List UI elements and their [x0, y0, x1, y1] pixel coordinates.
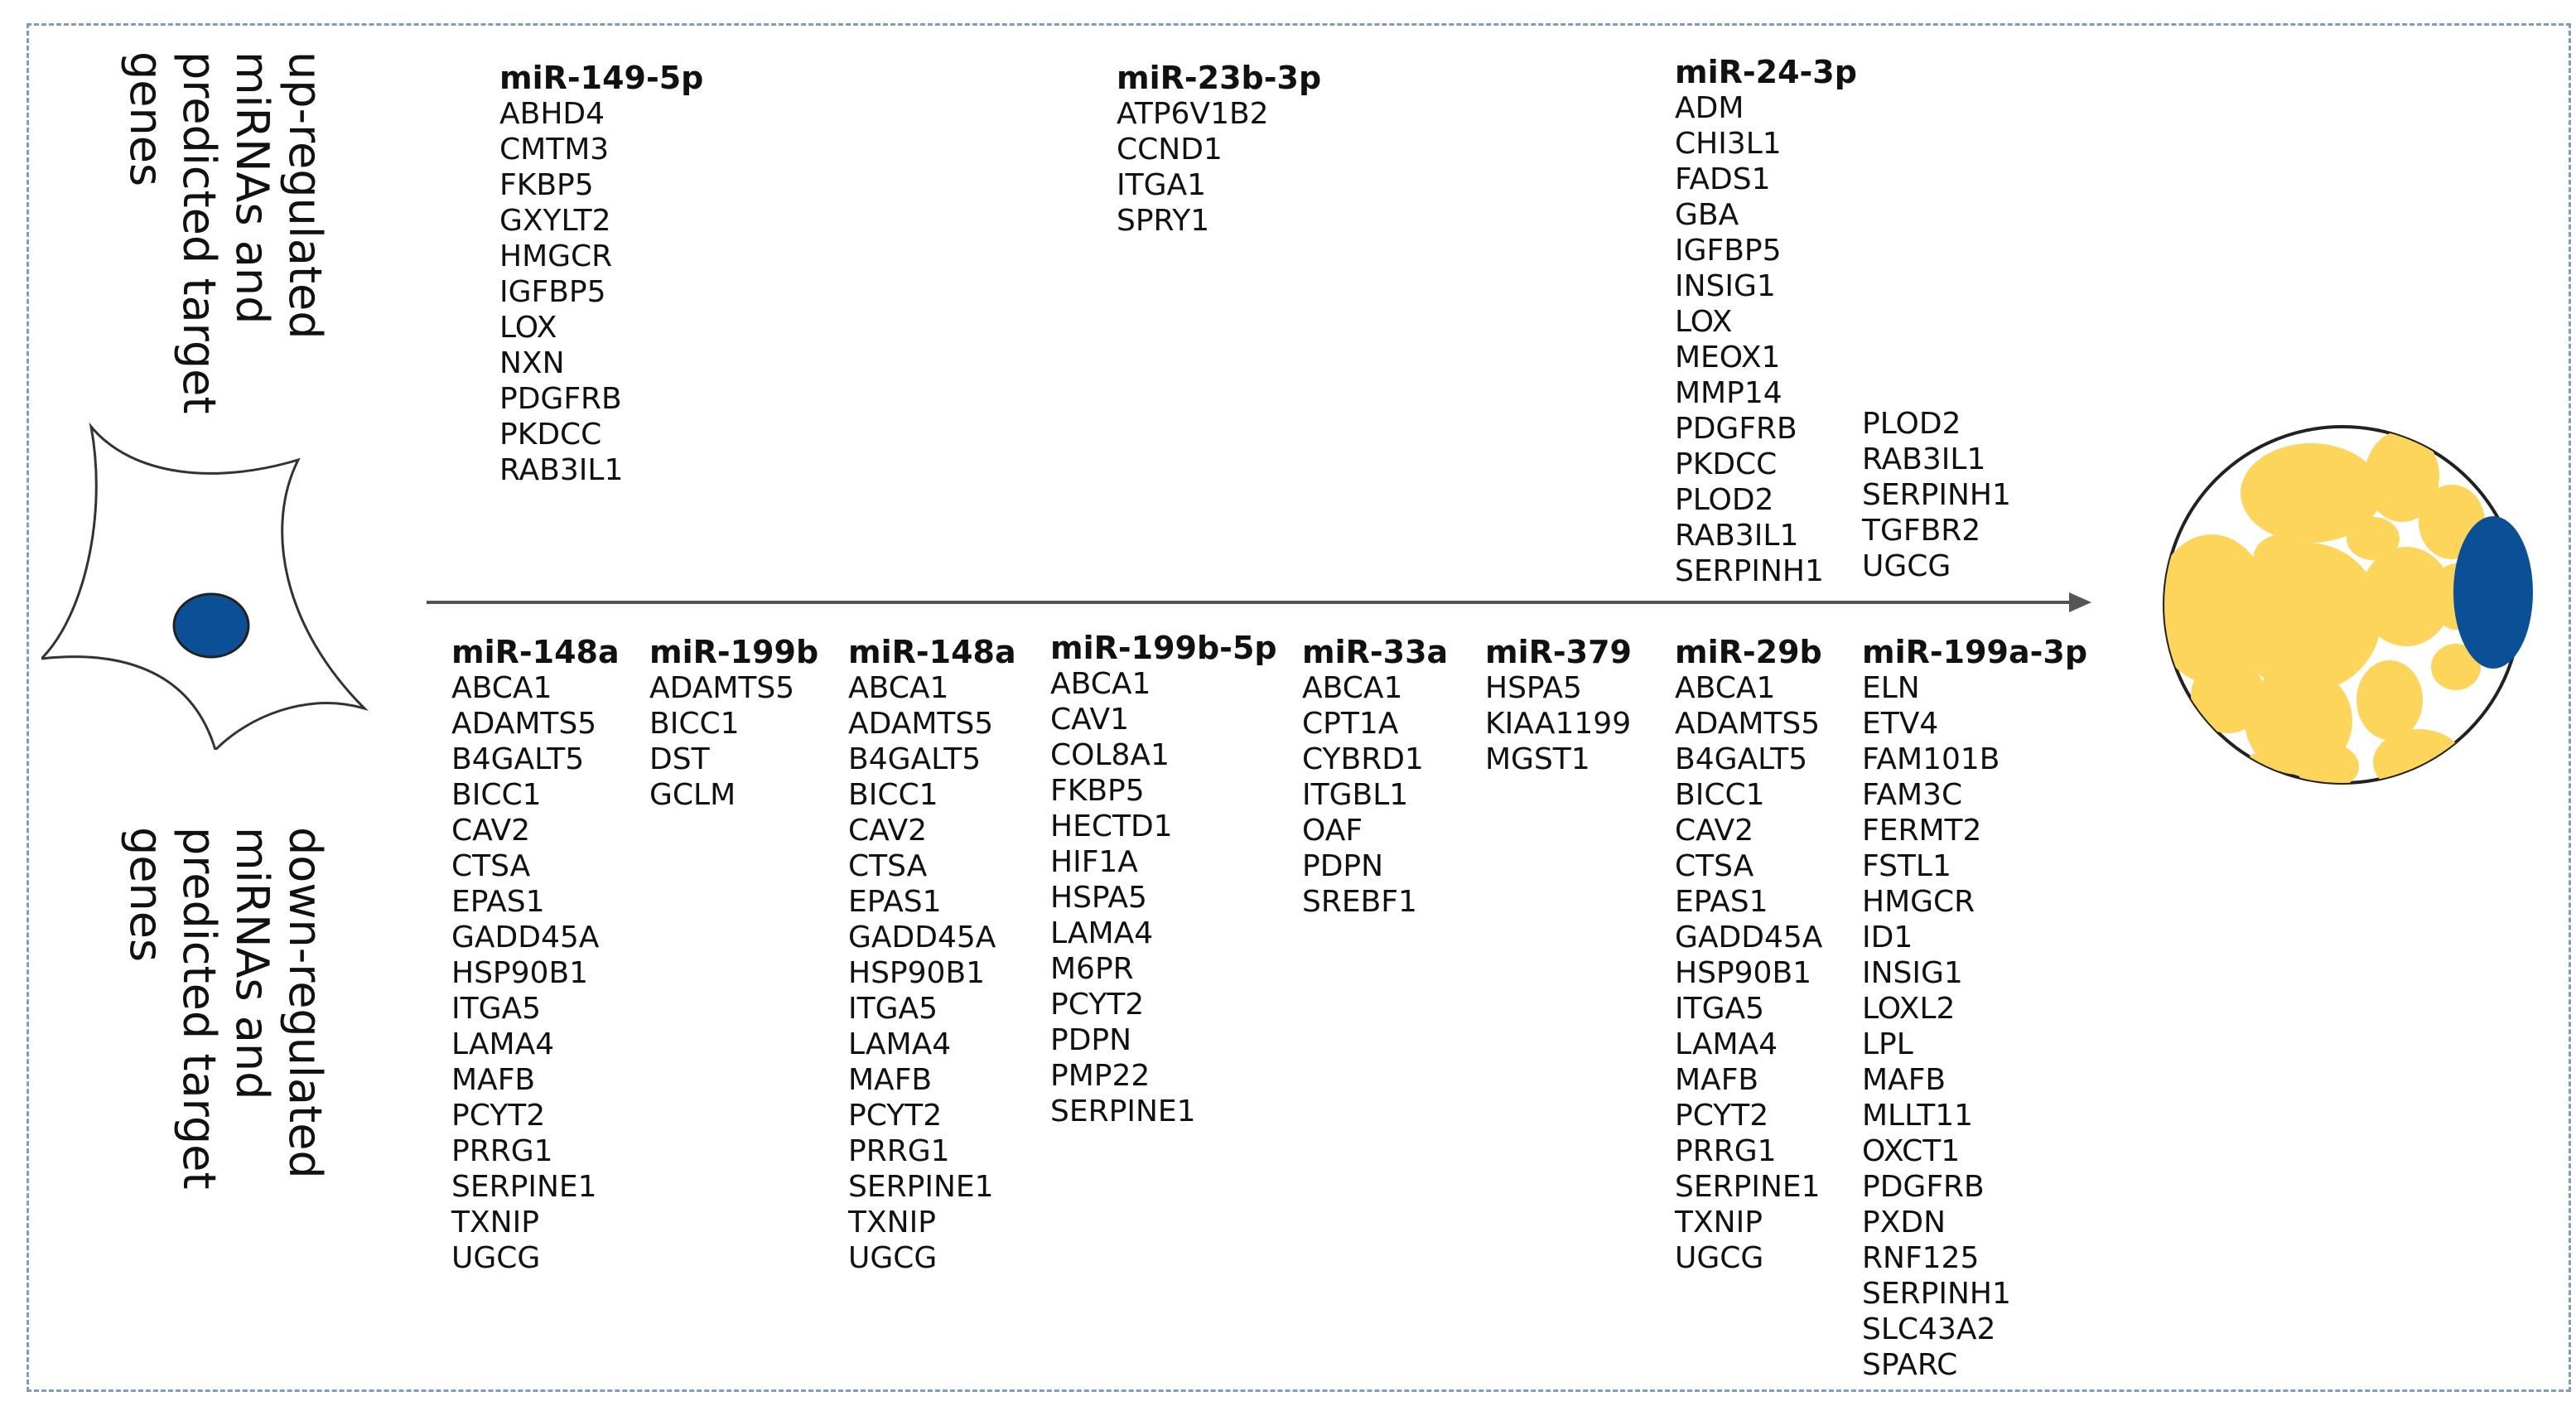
gene-name: CTSA [848, 849, 928, 883]
mirna-name: miR-199a-3p [1862, 634, 2088, 670]
gene-name: TXNIP [451, 1206, 539, 1239]
gene-name: MAFB [848, 1063, 933, 1097]
mirna-name: miR-199b [649, 634, 819, 670]
up-mirna-group [1117, 60, 1321, 239]
gene-name: PRRG1 [451, 1134, 553, 1168]
gene-name: CCND1 [1117, 133, 1223, 167]
gene-name: PRRG1 [1675, 1134, 1777, 1168]
gene-name: PLOD2 [1862, 407, 1961, 441]
gene-name: ABCA1 [1050, 667, 1151, 701]
gene-name: LAMA4 [451, 1027, 555, 1061]
gene-name: ABCA1 [848, 671, 949, 705]
mirna-name: miR-148a [451, 634, 620, 670]
gene-name: PDPN [1050, 1023, 1132, 1057]
gene-name: ITGA5 [1675, 992, 1765, 1026]
gene-name: ADM [1675, 91, 1744, 125]
gene-name: FADS1 [1675, 162, 1771, 196]
down-label-line: miRNAs and [226, 827, 278, 1100]
gene-name: UGCG [1862, 549, 1951, 583]
mirna-name: miR-199b-5p [1050, 630, 1277, 666]
down-mirna-group [848, 634, 1016, 1276]
gene-name: MLLT11 [1862, 1099, 1974, 1133]
gene-name: CPT1A [1302, 707, 1399, 741]
gene-name: LOXL2 [1862, 992, 1956, 1026]
gene-name: PCYT2 [451, 1099, 546, 1133]
gene-name: NXN [499, 346, 565, 380]
gene-name: ITGBL1 [1302, 778, 1409, 812]
gene-name: ADAMTS5 [649, 671, 795, 705]
up-mirna-group [1675, 54, 1857, 589]
gene-name: GCLM [649, 778, 736, 812]
gene-name: EPAS1 [848, 885, 942, 919]
adipocyte-nucleus [2453, 516, 2533, 669]
gene-name: FAM3C [1862, 778, 1963, 812]
gene-name: DST [649, 742, 710, 776]
gene-list [1485, 670, 1632, 777]
gene-name: PDGFRB [499, 382, 622, 416]
lipid-droplet [2373, 729, 2464, 795]
gene-name: SERPINH1 [1862, 478, 2011, 512]
gene-name: GADD45A [1675, 921, 1823, 954]
gene-name: PMP22 [1050, 1059, 1151, 1093]
gene-name: PXDN [1862, 1206, 1946, 1239]
gene-name: TXNIP [848, 1206, 936, 1239]
gene-name: GXYLT2 [499, 204, 611, 238]
gene-name: FKBP5 [1050, 774, 1145, 808]
gene-list [1862, 670, 2087, 1383]
gene-list [649, 670, 818, 813]
mirna-name: miR-23b-3p [1117, 60, 1322, 96]
gene-list [1050, 666, 1277, 1129]
gene-name: OAF [1302, 814, 1363, 848]
gene-name: SPRY1 [1117, 204, 1210, 238]
gene-name: ETV4 [1862, 707, 1939, 741]
gene-name: ABCA1 [1675, 671, 1776, 705]
gene-name: LOX [499, 311, 557, 345]
gene-name: FKBP5 [499, 168, 594, 202]
gene-name: OXCT1 [1862, 1134, 1961, 1168]
up-label-line: miRNAs and [226, 51, 278, 325]
up-mirna-group [499, 60, 703, 488]
lipid-droplet [2253, 534, 2311, 584]
gene-name: LOX [1675, 305, 1733, 339]
gene-name: CTSA [1675, 849, 1754, 883]
gene-list [1675, 90, 1857, 589]
gene-name: HMGCR [1862, 885, 1975, 919]
gene-name: HIF1A [1050, 845, 1138, 879]
gene-name: PDGFRB [1675, 412, 1797, 446]
gene-list [451, 670, 620, 1276]
gene-name: FSTL1 [1862, 849, 1951, 883]
gene-name: GADD45A [451, 921, 600, 954]
down-mirna-group [1862, 634, 2087, 1383]
gene-name: GADD45A [848, 921, 996, 954]
gene-name: HECTD1 [1050, 809, 1173, 843]
up-label-line: genes [120, 51, 172, 187]
gene-name: MAFB [451, 1063, 536, 1097]
gene-name: B4GALT5 [451, 742, 585, 776]
gene-name: CAV2 [848, 814, 927, 848]
gene-name: ADAMTS5 [848, 707, 994, 741]
gene-name: HMGCR [499, 239, 613, 273]
gene-name: SPARC [1862, 1348, 1958, 1382]
gene-name: RAB3IL1 [1862, 442, 1986, 476]
gene-name: PCYT2 [848, 1099, 943, 1133]
gene-name: RAB3IL1 [499, 453, 624, 487]
gene-name: TXNIP [1675, 1206, 1763, 1239]
gene-name: PDPN [1302, 849, 1384, 883]
gene-name: CAV1 [1050, 703, 1129, 737]
mirna-name: miR-379 [1485, 634, 1632, 670]
gene-name: HSP90B1 [451, 956, 589, 990]
gene-name: MAFB [1675, 1063, 1759, 1097]
gene-name: MEOX1 [1675, 341, 1781, 374]
gene-name: BICC1 [848, 778, 938, 812]
gene-name: CHI3L1 [1675, 127, 1782, 161]
gene-list [1675, 670, 1822, 1276]
gene-name: KIAA1199 [1485, 707, 1632, 741]
gene-name: B4GALT5 [1675, 742, 1808, 776]
gene-name: B4GALT5 [848, 742, 982, 776]
gene-name: INSIG1 [1862, 956, 1963, 990]
gene-name: ABCA1 [451, 671, 552, 705]
gene-name: GBA [1675, 198, 1739, 232]
gene-name: CTSA [451, 849, 531, 883]
down-mirna-group [1485, 634, 1632, 777]
gene-name: CAV2 [451, 814, 530, 848]
up-label-line: predicted target [173, 51, 225, 414]
gene-name: UGCG [451, 1241, 541, 1275]
gene-list [1302, 670, 1448, 920]
lipid-droplet [2357, 660, 2423, 740]
gene-name: EPAS1 [451, 885, 545, 919]
down-label-line: predicted target [173, 827, 225, 1190]
gene-name: ELN [1862, 671, 1920, 705]
down-label-line: genes [120, 827, 172, 963]
gene-name: SERPINH1 [1862, 1277, 2011, 1311]
gene-name: UGCG [848, 1241, 938, 1275]
gene-name: IGFBP5 [1675, 234, 1782, 268]
gene-name: INSIG1 [1675, 269, 1776, 303]
gene-name: MGST1 [1485, 742, 1590, 776]
gene-name: TGFBR2 [1862, 514, 1981, 548]
down-mirna-group [649, 634, 818, 813]
down-mirna-group [451, 634, 620, 1276]
gene-name: SREBF1 [1302, 885, 1417, 919]
gene-name: HSPA5 [1485, 671, 1582, 705]
adipocyte-icon [2145, 414, 2543, 812]
gene-name: MMP14 [1675, 376, 1782, 410]
gene-name: HSP90B1 [1675, 956, 1812, 990]
gene-name: BICC1 [451, 778, 542, 812]
gene-name: SLC43A2 [1862, 1312, 1996, 1346]
gene-name: PLOD2 [1675, 483, 1774, 517]
gene-name: SERPINE1 [848, 1170, 994, 1204]
gene-name: SERPINE1 [451, 1170, 597, 1204]
gene-name: PKDCC [1675, 447, 1778, 481]
gene-name: ATP6V1B2 [1117, 97, 1269, 131]
gene-name: M6PR [1050, 952, 1134, 986]
gene-name: MAFB [1862, 1063, 1946, 1097]
gene-list [1862, 406, 2011, 584]
gene-list [848, 670, 1016, 1276]
gene-name: PCYT2 [1050, 988, 1145, 1022]
gene-name: HSPA5 [1050, 881, 1147, 915]
gene-name: RAB3IL1 [1675, 519, 1799, 553]
gene-name: SERPINH1 [1675, 554, 1824, 588]
gene-name: ADAMTS5 [451, 707, 597, 741]
gene-name: PKDCC [499, 418, 602, 452]
gene-name: ABCA1 [1302, 671, 1403, 705]
mirna-name: miR-29b [1675, 634, 1822, 670]
gene-name: PCYT2 [1675, 1099, 1769, 1133]
gene-name: EPAS1 [1675, 885, 1768, 919]
down-mirna-group [1675, 634, 1822, 1276]
gene-name: CAV2 [1675, 814, 1754, 848]
gene-name: LPL [1862, 1027, 1913, 1061]
mirna-name: miR-148a [848, 634, 1016, 670]
mirna-name: miR-149-5p [499, 60, 704, 96]
gene-name: RNF125 [1862, 1241, 1980, 1275]
gene-name: ID1 [1862, 921, 1913, 954]
gene-name: ADAMTS5 [1675, 707, 1821, 741]
gene-name: FERMT2 [1862, 814, 1982, 848]
gene-name: PDGFRB [1862, 1170, 1985, 1204]
gene-name: COL8A1 [1050, 738, 1170, 772]
gene-list [1117, 96, 1321, 239]
gene-name: LAMA4 [1675, 1027, 1778, 1061]
gene-name: CMTM3 [499, 133, 610, 167]
down-mirna-group [1050, 630, 1277, 1129]
gene-name: ITGA1 [1117, 168, 1207, 202]
gene-name: ABHD4 [499, 97, 605, 131]
gene-name: HSP90B1 [848, 956, 986, 990]
gene-name: CYBRD1 [1302, 742, 1424, 776]
gene-name: UGCG [1675, 1241, 1764, 1275]
gene-name: LAMA4 [848, 1027, 952, 1061]
gene-name: SERPINE1 [1050, 1094, 1196, 1128]
gene-name: ITGA5 [451, 992, 542, 1026]
down-mirna-group [1302, 634, 1448, 920]
gene-name: LAMA4 [1050, 916, 1154, 950]
gene-list [499, 96, 703, 488]
gene-name: SERPINE1 [1675, 1170, 1821, 1204]
gene-name: BICC1 [649, 707, 740, 741]
up-label-line: up-regulated [279, 51, 331, 340]
gene-name: ITGA5 [848, 992, 938, 1026]
gene-name: BICC1 [1675, 778, 1765, 812]
gene-name: PRRG1 [848, 1134, 950, 1168]
mirna-name: miR-24-3p [1675, 54, 1857, 90]
down-label-line: down-regulated [279, 827, 331, 1179]
gene-name: FAM101B [1862, 742, 2000, 776]
gene-name: IGFBP5 [499, 275, 606, 309]
up-mirna-group [1862, 406, 2011, 584]
mirna-name: miR-33a [1302, 634, 1449, 670]
